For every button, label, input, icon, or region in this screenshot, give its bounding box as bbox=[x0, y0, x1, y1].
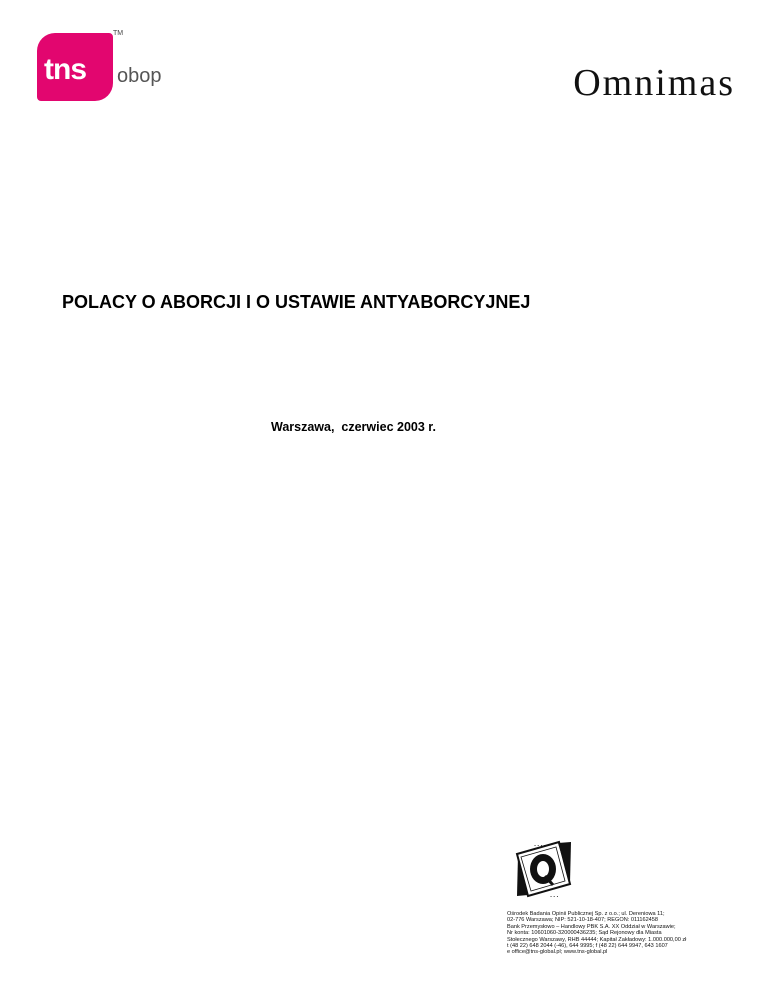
omnimas-logo: Omnimas bbox=[573, 62, 735, 104]
footer-line: Bank Przemysłowo – Handlowy PBK S.A. XX Oddział w Warszawie; bbox=[507, 923, 676, 930]
document-title: POLACY O ABORCJI I O USTAWIE ANTYABORCYJNEJ bbox=[62, 292, 531, 312]
svg-text:• • •: • • • bbox=[550, 895, 559, 899]
obop-logo-text: obop bbox=[117, 65, 162, 87]
tns-logo-box bbox=[37, 33, 113, 101]
footer-line: t (48 22) 648 2044 (-46), 644 9995; f (48 22) 644 9947, 643 1607 bbox=[507, 943, 668, 950]
tns-logo-text: tns bbox=[44, 53, 86, 86]
footer-line: Stołecznego Warszawy, RHB 44444; Kapitał Zakładowy: 1.000.000,00 zł bbox=[507, 936, 687, 943]
footer-line: Ośrodek Badania Opinii Publicznej Sp. z o.o.; ul. Dereniowa 11; bbox=[507, 911, 665, 917]
footer-line: Nr konta: 10601060-320000436235; Sąd Rejonowy dla Miasta bbox=[507, 930, 662, 937]
seal-emblem-graphic bbox=[512, 838, 574, 900]
footer-line: 02-776 Warszawa; NIP: 521-10-18-407; REGON: 011162458 bbox=[507, 917, 659, 924]
company-footer bbox=[507, 911, 747, 956]
tns-obop-logo bbox=[37, 30, 167, 103]
svg-text:• • • •: • • • • bbox=[534, 844, 546, 848]
seal-emblem-icon bbox=[512, 838, 574, 900]
document-place-date: Warszawa, czerwiec 2003 r. bbox=[271, 420, 436, 434]
footer-line: e office@tns-global.pl; www.tns-global.pl bbox=[507, 949, 608, 956]
tns-trademark: TM bbox=[113, 30, 124, 37]
